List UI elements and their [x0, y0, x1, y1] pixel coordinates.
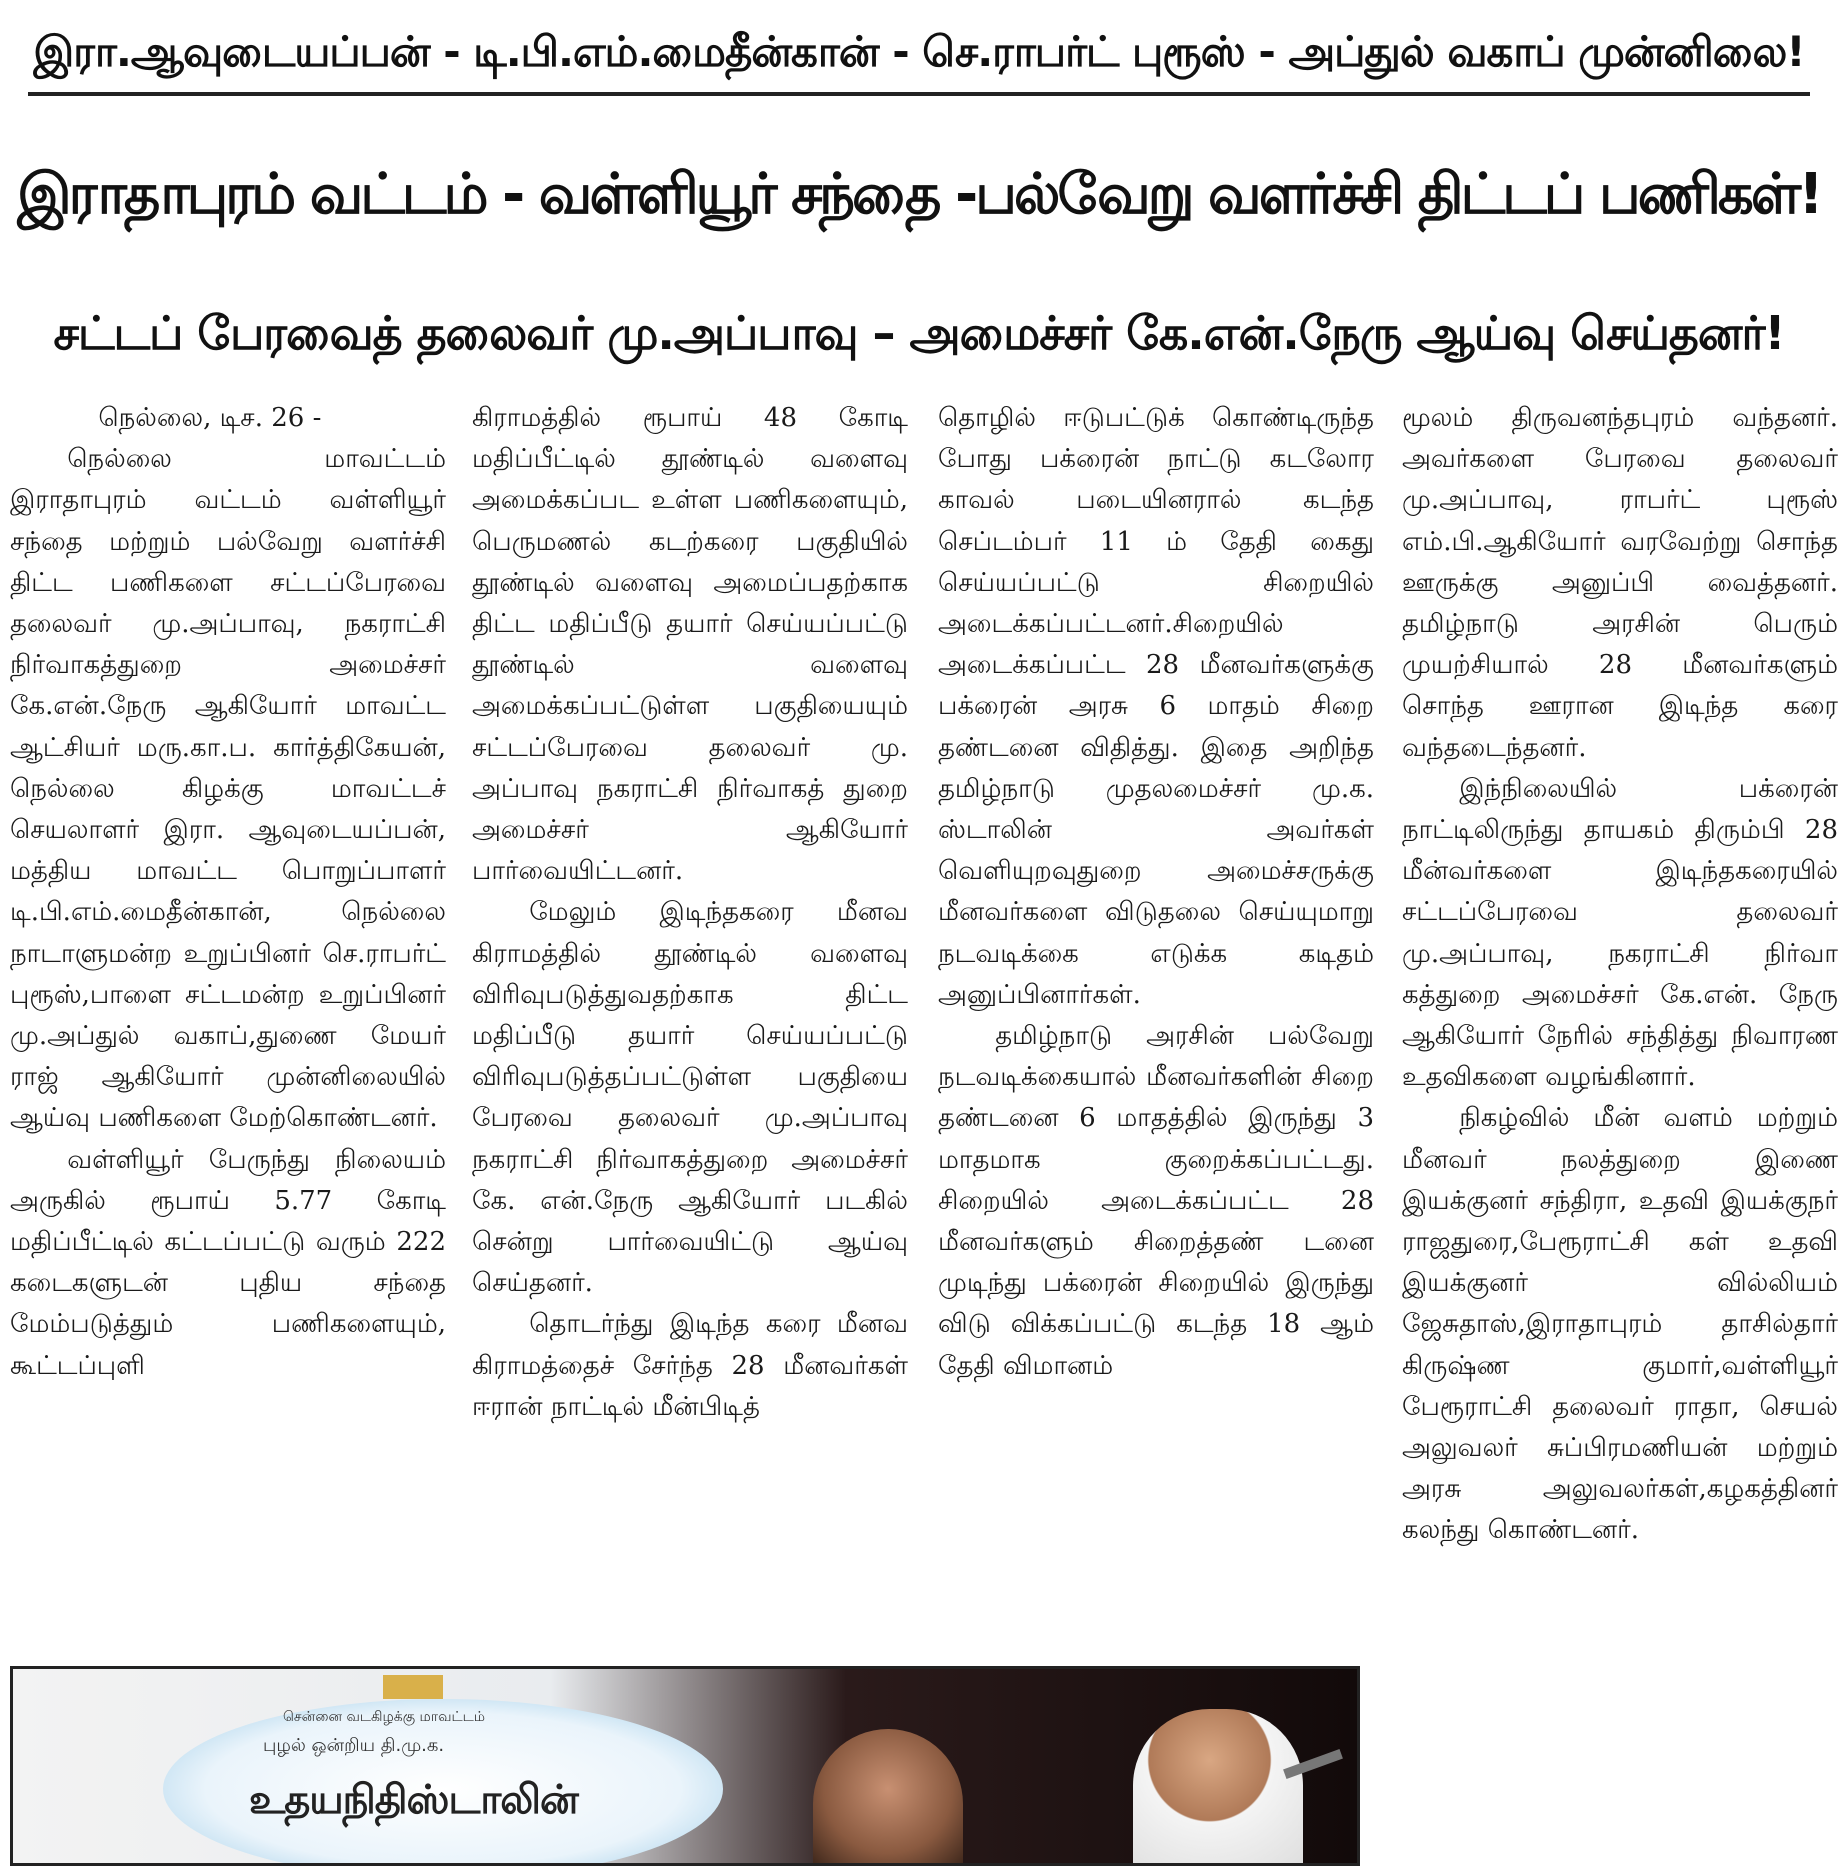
paragraph: மேலும் இடிந்தகரை மீனவ கிராமத்தில் தூண்டில் வளைவு விரிவுபடுத்துவதற்காக திட்ட மதிப்பீடு தயார் செய்யப்பட்டு விரிவுபடுத்தப்பட்டுள்ள பகுதியை பேரவை தலைவர் மு.அப்பாவு நகராட்சி நிர்வாகத்துறை அமைச்சர் கே. என்.நேரு ஆகியோர் படகில் சென்று பார்வையிட்டு ஆய்வு செய்தனர். [472, 897, 908, 1299]
subheadline: சட்டப் பேரவைத் தலைவர் மு.அப்பாவு – அமைச்சர் கே.என்.நேரு ஆய்வு செய்தனர்! [53, 306, 1785, 360]
kicker-underline [28, 92, 1810, 96]
dateline: நெல்லை, டிச. 26 - [98, 403, 322, 433]
paragraph: தமிழ்நாடு அரசின் பல்வேறு நடவடிக்கையால் மீனவர்களின் சிறை தண்டனை 6 மாதத்தில் இருந்து 3 மாதமாக குறைக்கப்பட்டது. சிறையில் அடைக்கப்பட்ட 28 மீனவர்களும் சிறைத்தண் டனை முடிந்து பக்ரைன் சிறையில் இருந்து விடு விக்கப்பட்டு கடந்த 18 ஆம் தேதி விமானம் [938, 1021, 1374, 1381]
paragraph: இந்நிலையில் பக்ரைன் நாட்டிலிருந்து தாயகம் திரும்பி 28 மீன்வர்களை இடிந்தகரையில் சட்டப்பேரவை தலைவர் மு.அப்பாவு, நகராட்சி நிர்வா கத்துறை அமைச்சர் கே.என். நேரு ஆகியோர் நேரில் சந்தித்து நிவாரண உதவிகளை வழங்கினார். [1402, 773, 1838, 1093]
paragraph: நெல்லை மாவட்டம் இராதாபுரம் வட்டம் வள்ளியூர் சந்தை மற்றும் பல்வேறு வளர்ச்சி திட்ட பணிகளை சட்டப்பேரவை தலைவர் மு.அப்பாவு, நகராட்சி நிர்வாகத்துறை அமைச்சர் கே.என்.நேரு ஆகியோர் மாவட்ட ஆட்சியர் மரு.கா.ப. கார்த்திகேயன், நெல்லை கிழக்கு மாவட்டச் செயலாளர் இரா. ஆவுடையப்பன், மத்திய மாவட்ட பொறுப்பாளர் டி.பி.எம்.மைதீன்கான், நெல்லை நாடாளுமன்ற உறுப்பினர் செ.ராபர்ட் புரூஸ்,பாளை சட்டமன்ற உறுப்பினர் மு.அப்துல் வகாப்,துணை மேயர் ராஜ் ஆகியோர் முன்னிலையில் ஆய்வு பணிகளை மேற்கொண்டனர். [10, 444, 446, 1134]
news-photo [10, 1666, 1360, 1866]
headline: இராதாபுரம் வட்டம் - வள்ளியூர் சந்தை -பல்வேறு வளர்ச்சி திட்டப் பணிகள்! [17, 162, 1821, 227]
article-column-3 [938, 398, 1374, 1638]
paragraph: வள்ளியூர் பேருந்து நிலையம் அருகில் ரூபாய் 5.77 கோடி மதிப்பீட்டில் கட்டப்பட்டு வரும் 222 கடைகளுடன் புதிய சந்தை மேம்படுத்தும் பணிகளையும், கூட்டப்புளி [10, 1144, 446, 1381]
article-column-2 [472, 398, 908, 1638]
kicker-line: இரா.ஆவுடையப்பன் - டி.பி.எம்.மைதீன்கான் - செ.ராபர்ட் புரூஸ் - அப்துல் வகாப் முன்னிலை! [33, 27, 1805, 76]
paragraph: தொடர்ந்து இடிந்த கரை மீனவ கிராமத்தைச் சேர்ந்த 28 மீனவர்கள் ஈரான் நாட்டில் மீன்பிடித் [472, 1309, 908, 1422]
paragraph: நிகழ்வில் மீன் வளம் மற்றும் மீனவர் நலத்துறை இணை இயக்குனர் சந்திரா, உதவி இயக்குநர் ராஜதுரை,பேரூராட்சி கள் உதவி இயக்குனர் வில்லியம் ஜேசுதாஸ்,இராதாபுரம் தாசில்தார் கிருஷ்ண குமார்,வள்ளியூர் பேரூராட்சி தலைவர் ராதா, செயல் அலுவலர் சுப்பிரமணியன் மற்றும் அரசு அலுவலர்கள்,கழகத்தினர் கலந்து கொண்டனர். [1402, 1103, 1838, 1546]
article-column-1 [10, 398, 446, 1638]
party-logo-icon [383, 1675, 443, 1699]
paragraph: மூலம் திருவனந்தபுரம் வந்தனர். அவர்களை பேரவை தலைவர் மு.அப்பாவு, ராபர்ட் புரூஸ் எம்.பி.ஆகியோர் வரவேற்று சொந்த ஊருக்கு அனுப்பி வைத்தனர். தமிழ்நாடு அரசின் பெரும் முயற்சியால் 28 மீனவர்களும் சொந்த ஊரான இடிந்த கரை வந்தடைந்தனர். [1402, 403, 1838, 763]
paragraph: தொழில் ஈடுபட்டுக் கொண்டிருந்த போது பக்ரைன் நாட்டு கடலோர காவல் படையினரால் கடந்த செப்டம்பர் 11 ம் தேதி கைது செய்யப்பட்டு சிறையில் அடைக்கப்பட்டனர்.சிறையில் அடைக்கப்பட்ட 28 மீனவர்களுக்கு பக்ரைன் அரசு 6 மாதம் சிறை தண்டனை விதித்து. இதை அறிந்த தமிழ்நாடு முதலமைச்சர் மு.க. ஸ்டாலின் அவர்கள் வெளியுறவுதுறை அமைச்சருக்கு மீனவர்களை விடுதலை செய்யுமாறு நடவடிக்கை எடுக்க கடிதம் அனுப்பினார்கள். [938, 403, 1374, 1010]
banner-title: உதயநிதிஸ்டாலின் [249, 1777, 578, 1823]
banner-text: புழல் ஒன்றிய தி.மு.க. [263, 1735, 445, 1756]
banner-text: சென்னை வடகிழக்கு மாவட்டம் [283, 1709, 486, 1725]
article-column-4 [1402, 398, 1838, 1848]
speaker-figure [1133, 1709, 1303, 1866]
banner-portrait [813, 1729, 963, 1866]
paragraph: கிராமத்தில் ரூபாய் 48 கோடி மதிப்பீட்டில் தூண்டில் வளைவு அமைக்கப்பட உள்ள பணிகளையும், பெருமணல் கடற்கரை பகுதியில் தூண்டில் வளைவு அமைப்பதற்காக திட்ட மதிப்பீடு தயார் செய்யப்பட்டு தூண்டில் வளைவு அமைக்கப்பட்டுள்ள பகுதியையும் சட்டப்பேரவை தலைவர் மு. அப்பாவு நகராட்சி நிர்வாகத் துறை அமைச்சர் ஆகியோர் பார்வையிட்டனர். [472, 403, 908, 887]
